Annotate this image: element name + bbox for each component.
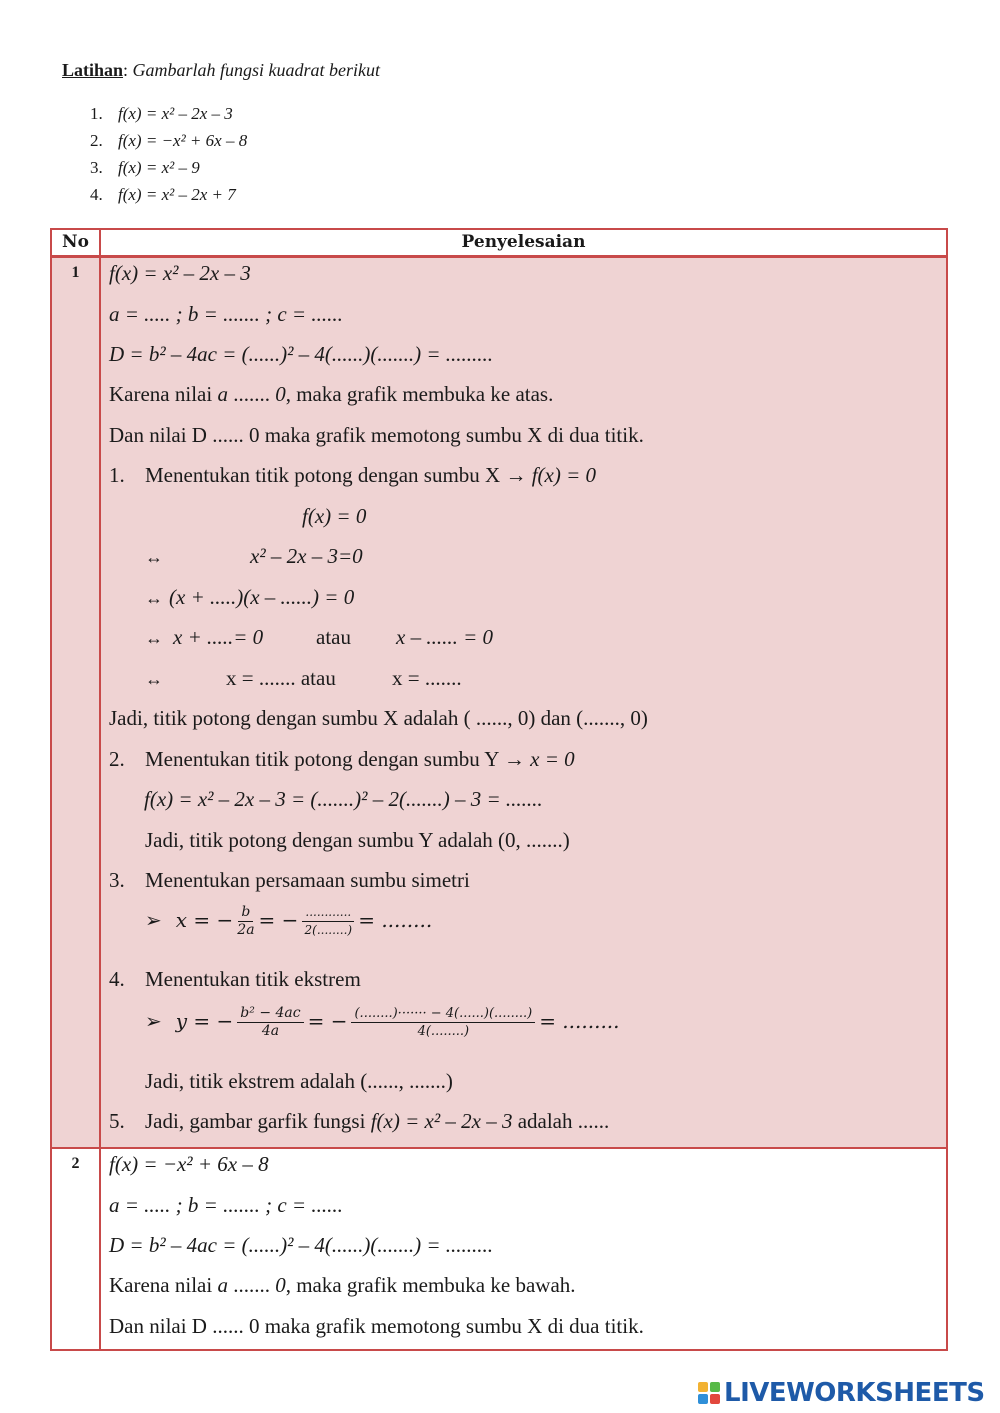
step-1-line-4-eq2: x – ...... = 0 <box>396 625 493 649</box>
opening-blank: ....... <box>227 1273 276 1297</box>
step-function: f(x) = x² – 2x – 3 <box>370 1109 513 1133</box>
formula-lhs: x = − <box>175 908 234 932</box>
equivalence-arrow: ↔ <box>145 669 163 689</box>
formula-lhs: y = − <box>175 1009 234 1033</box>
bullet-icon: ➢ <box>145 1009 162 1033</box>
logo-icon <box>698 1382 720 1404</box>
fraction-denominator: 4a <box>261 1023 280 1039</box>
step-number: 4. <box>109 967 125 991</box>
step-number: 1. <box>109 463 125 487</box>
bullet-icon: ➢ <box>145 908 162 932</box>
header-solution: Penyelesaian <box>461 232 586 252</box>
exercise-item <box>90 185 247 212</box>
root-eq-1: x + .....= 0 <box>173 625 264 649</box>
function-line: f(x) = x² – 2x – 3 <box>109 261 251 285</box>
step-2 <box>109 746 575 772</box>
step-4-result: Jadi, titik ekstrem adalah (......, .......) <box>145 1069 453 1093</box>
exercise-instruction: Gambarlah fungsi kuadrat berikut <box>132 60 381 80</box>
fraction-denominator: 2(........) <box>304 923 353 937</box>
table-row-2 <box>52 1147 946 1349</box>
discriminant-line: D = b² – 4ac = (......)² – 4(......)(.......) = ......... <box>109 1233 494 1257</box>
equivalence-arrow: ↔ <box>145 628 163 648</box>
step-number: 3. <box>109 868 125 892</box>
fraction <box>237 1005 303 1040</box>
formula-result: = ......... <box>539 1009 620 1033</box>
step-1-line-3 <box>145 584 354 611</box>
step-text: Menentukan titik potong dengan sumbu Y → <box>145 747 531 771</box>
exercise-separator: : <box>123 60 129 80</box>
logo-text: LIVEWORKSHEETS <box>724 1378 985 1408</box>
extreme-formula <box>145 1001 620 1041</box>
exercise-item-equation: f(x) = x² – 2x – 3 <box>118 104 233 123</box>
column-divider <box>99 258 101 1147</box>
step-1-result: Jadi, titik potong dengan sumbu X adalah ( ......, 0) dan (......., 0) <box>109 706 648 730</box>
step-1-line-5-a: x = ....... atau <box>226 666 336 690</box>
fraction-denominator: 2a <box>237 922 255 938</box>
opening-text: Karena nilai <box>109 1273 218 1297</box>
fraction-numerator: b² − 4ac <box>237 1005 303 1023</box>
exercise-item-equation: f(x) = x² – 2x + 7 <box>118 185 236 204</box>
exercise-item-equation: f(x) = x² – 9 <box>118 158 200 177</box>
opening-text: Karena nilai <box>109 382 218 406</box>
solution-table <box>50 228 948 1351</box>
exercise-item <box>90 158 247 185</box>
equivalence-arrow: ↔ <box>145 547 163 567</box>
step-text: Menentukan persamaan sumbu simetri <box>145 868 470 892</box>
step-3 <box>109 867 470 893</box>
step-text: Menentukan titik potong dengan sumbu X → <box>145 463 532 487</box>
step-condition: x = 0 <box>530 747 575 771</box>
step-1-line-5-b: x = ....... <box>392 666 462 690</box>
step-text: Menentukan titik ekstrem <box>145 967 361 991</box>
step-text-end: adalah ...... <box>512 1109 610 1133</box>
formula-result: = ........ <box>358 908 433 932</box>
fraction-denominator: 4(........) <box>417 1024 470 1039</box>
discriminant-value-line: Dan nilai D ...... 0 maka grafik memotong sumbu X di dua titik. <box>109 423 644 447</box>
opening-rest: , maka grafik membuka ke bawah. <box>285 1273 576 1297</box>
logo-square <box>710 1382 720 1392</box>
step-number: 5. <box>109 1109 125 1133</box>
column-divider <box>99 1149 101 1349</box>
step-text: Jadi, gambar garfik fungsi <box>145 1109 371 1133</box>
exercise-item-number: 2. <box>90 131 103 150</box>
exercise-item-number: 3. <box>90 158 103 177</box>
logo-square <box>698 1394 708 1404</box>
equivalence-arrow: ↔ <box>145 588 163 608</box>
row-number: 1 <box>71 264 80 281</box>
fraction <box>237 904 254 939</box>
discriminant-value-line: Dan nilai D ...... 0 maka grafik memotong sumbu X di dua titik. <box>109 1314 644 1338</box>
header-no: No <box>52 230 101 255</box>
step-1-line-4-or: atau <box>316 625 351 649</box>
formula-equals: = − <box>258 908 299 932</box>
exercise-item <box>90 131 247 158</box>
function-line: f(x) = −x² + 6x – 8 <box>109 1152 269 1176</box>
exercise-item <box>90 104 247 131</box>
step-condition: f(x) = 0 <box>531 463 597 487</box>
step-2-result: Jadi, titik potong dengan sumbu Y adalah (0, .......) <box>145 828 570 852</box>
coefficients-line: a = ..... ; b = ....... ; c = ...... <box>109 302 343 326</box>
exercise-item-equation: f(x) = −x² + 6x – 8 <box>118 131 248 150</box>
step-5 <box>109 1108 609 1134</box>
row-number: 2 <box>71 1155 80 1172</box>
step-1-line-5 <box>145 665 177 692</box>
exercise-item-number: 1. <box>90 104 103 123</box>
opening-zero: 0 <box>275 382 286 406</box>
step-2-calc: f(x) = x² – 2x – 3 = (.......)² – 2(.......) – 3 = ....... <box>144 787 543 811</box>
fraction-numerator: (........)······· − 4(......)(........) <box>351 1005 535 1023</box>
step-number: 2. <box>109 747 125 771</box>
opening-var: a <box>217 382 228 406</box>
opening-line <box>109 1272 576 1298</box>
formula-equals: = − <box>307 1009 348 1033</box>
logo-square <box>698 1382 708 1392</box>
coefficients-line: a = ..... ; b = ....... ; c = ...... <box>109 1193 343 1217</box>
discriminant-line: D = b² – 4ac = (......)² – 4(......)(.......) = ......... <box>109 342 494 366</box>
step-1-line-1: f(x) = 0 <box>302 504 367 528</box>
step-1-line-2-eq: x² – 2x – 3=0 <box>250 544 363 568</box>
symmetry-formula <box>145 901 432 939</box>
logo-square <box>710 1394 720 1404</box>
step-4 <box>109 966 361 992</box>
liveworksheets-logo <box>698 1378 985 1408</box>
fraction-numerator: b <box>238 904 253 922</box>
step-1-line-2 <box>145 543 177 570</box>
fraction-numerator: ............ <box>302 904 354 922</box>
opening-zero: 0 <box>275 1273 286 1297</box>
exercise-heading <box>62 60 380 81</box>
opening-line <box>109 381 553 407</box>
exercise-item-number: 4. <box>90 185 103 204</box>
step-1-line-4 <box>145 624 263 651</box>
table-header <box>52 230 946 258</box>
exercise-label: Latihan <box>62 60 124 80</box>
opening-var: a <box>217 1273 228 1297</box>
table-row-1 <box>52 258 946 1147</box>
opening-blank: ....... <box>227 382 276 406</box>
fraction <box>351 1005 535 1040</box>
factor-equation: (x + .....)(x – ......) = 0 <box>169 585 355 609</box>
opening-rest: , maka grafik membuka ke atas. <box>285 382 554 406</box>
exercise-list <box>90 104 247 212</box>
step-1 <box>109 462 596 488</box>
fraction <box>302 904 354 939</box>
